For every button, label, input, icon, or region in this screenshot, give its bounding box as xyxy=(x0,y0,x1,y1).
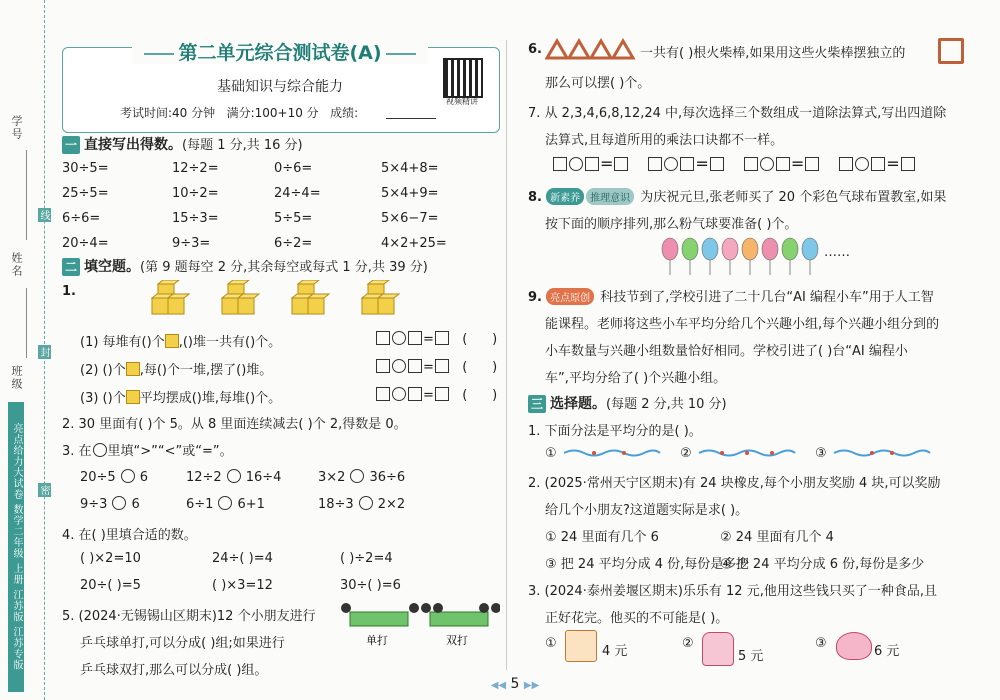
q6-text-b: 那么可以摆( )个。 xyxy=(545,76,651,91)
q1-text-part: )个 xyxy=(107,391,126,406)
s3-q2-option-1[interactable]: ① 24 里面有几个 6 xyxy=(545,530,659,545)
mental-math-item: 20÷4= xyxy=(62,236,109,251)
score-blank[interactable] xyxy=(386,118,436,119)
name-line xyxy=(26,288,27,358)
spine-banner: 亮点给力大试卷 数学二年级 上册 江苏版 江苏专版 xyxy=(8,402,24,692)
q7-line: 7. 从 2,3,4,6,8,12,24 中,每次选择三个数组成一道除法算式,写出四道除 xyxy=(528,106,947,121)
qr-caption: 视频精讲 xyxy=(446,97,478,106)
balloon-icon xyxy=(722,238,738,260)
q9-line1 xyxy=(528,286,934,305)
option-number: ② xyxy=(680,446,692,461)
mental-math-item: 5×4+8= xyxy=(381,161,439,176)
column-divider xyxy=(506,40,507,670)
s3-q2-option-3[interactable]: ③ 把 24 平均分成 4 份,每份是多少 xyxy=(545,557,750,572)
q1-text-part: ,( xyxy=(178,335,188,350)
q8-number: 8. xyxy=(528,190,542,205)
class-label: 班级 xyxy=(10,365,23,391)
string-split-icon xyxy=(832,446,932,460)
q1-text-part: )个 xyxy=(107,363,126,378)
q6-number: 6. xyxy=(528,42,542,57)
matchstick-triangles-icon xyxy=(545,38,637,60)
q5-line: 5. (2024·无锡锡山区期末)12 个小朋友进行 xyxy=(62,609,316,624)
division-template-row xyxy=(552,154,934,173)
fill-blank-item[interactable]: ( )×2=10 xyxy=(80,551,141,566)
table-icon xyxy=(430,612,488,626)
q1-text-part: )堆,每堆( xyxy=(196,391,251,406)
section-title: 填空题。 xyxy=(84,259,140,275)
compare-item[interactable] xyxy=(186,469,281,485)
balloon-icon xyxy=(682,238,698,260)
s3-q2-line2: 给几个小朋友?这道题实际是求( )。 xyxy=(545,503,749,518)
cube-pile-icon xyxy=(292,280,329,314)
balloon-icon xyxy=(742,238,758,260)
s3-q3-line2: 正好花完。他买的不可能是( )。 xyxy=(545,611,729,626)
s3-q1-option-3[interactable] xyxy=(815,446,827,461)
cube-piles-figure xyxy=(150,280,450,324)
section-3-heading xyxy=(528,393,727,413)
q8-line2: 按下面的顺序排列,那么粉气球要准备( )个。 xyxy=(545,217,798,232)
s3-q3-line1: 3. (2024·泰州姜堰区期末)乐乐有 12 元,他用这些钱只买了一种食品,且 xyxy=(528,584,937,599)
mental-math-item: 9÷3= xyxy=(172,236,211,251)
section-badge: 三 xyxy=(528,395,546,413)
circle-icon xyxy=(218,496,232,510)
option-number: ① xyxy=(545,446,557,461)
section-note: (第 9 题每空 2 分,其余每空或每式 1 分,共 39 分) xyxy=(140,260,428,275)
s3-q3-option-1[interactable] xyxy=(545,636,557,651)
q9-text-3: 小车数量与兴趣小组数量恰好相同。学校引进了( )台“AI 编程小 xyxy=(545,344,908,359)
mental-math-item: 5÷5= xyxy=(274,211,313,226)
compare-right: 2×2 xyxy=(377,497,406,512)
seal-mark-line: 线 xyxy=(38,210,49,220)
compare-left: 12÷2 xyxy=(186,470,222,485)
compare-item[interactable] xyxy=(186,496,265,512)
string-split-icon xyxy=(697,446,797,460)
option-number: ① xyxy=(545,636,557,651)
balloon-icon xyxy=(762,238,778,260)
q1-text-part: ,每( xyxy=(139,363,162,378)
student-id-label: 学号 xyxy=(10,115,23,141)
q9-number: 9. xyxy=(528,290,542,305)
balloon-icon xyxy=(662,238,678,260)
table-icon xyxy=(350,612,408,626)
q1-text-part: )堆。 xyxy=(241,363,273,378)
s3-q2-option-4[interactable]: ④ 把 24 平均分成 6 份,每份是多少 xyxy=(720,557,925,572)
tag-new-literacy: 新素养 xyxy=(546,188,584,205)
q9-text-1: 科技节到了,学校引进了二十几台“AI 编程小车”用于人工智 xyxy=(600,290,934,305)
q1-sub-question xyxy=(80,359,272,378)
mental-math-item: 12÷2= xyxy=(172,161,219,176)
circle-icon xyxy=(359,496,373,510)
cube-pile-icon xyxy=(362,280,399,314)
q1-text-part: (3) ( xyxy=(80,391,108,406)
equation-template[interactable]: = ( ) xyxy=(375,359,497,375)
compare-left: 9÷3 xyxy=(80,497,108,512)
balloon-icon xyxy=(802,238,818,260)
s3-q3-option-2[interactable] xyxy=(682,636,694,651)
section-badge: 二 xyxy=(62,258,80,276)
cube-pile-icon xyxy=(152,280,189,314)
q9-text-2: 能课程。老师将这些小车平均分给几个兴趣小组,每个兴趣小组分到的 xyxy=(545,317,940,332)
q5-line: 乒乓球单打,可以分成( )组;如果进行 xyxy=(80,636,285,651)
q8-text-1: 为庆祝元旦,张老师买了 20 个彩色气球布置教室,如果 xyxy=(640,190,947,205)
section-1-heading xyxy=(62,134,303,154)
compare-left: 20÷5 xyxy=(80,470,116,485)
compare-right: 6+1 xyxy=(237,497,265,512)
q5-line: 乒乓球双打,那么可以分成( )组。 xyxy=(80,663,268,678)
price-2: 5 元 xyxy=(738,649,764,664)
circle-icon xyxy=(112,496,126,510)
mental-math-item: 25÷5= xyxy=(62,186,109,201)
prev-arrow-icon[interactable]: ◀◀ xyxy=(490,680,507,691)
fill-blank-item[interactable]: ( )÷2=4 xyxy=(340,551,393,566)
s3-q3-option-3[interactable] xyxy=(815,636,827,651)
seal-mark-secret: 密 xyxy=(38,485,49,495)
exam-time: 考试时间:40 分钟 xyxy=(120,106,216,120)
exam-info xyxy=(120,104,358,121)
circle-icon xyxy=(121,469,135,483)
compare-item[interactable] xyxy=(318,469,405,485)
division-template[interactable]: = xyxy=(838,154,915,173)
section-note: (每题 1 分,共 16 分) xyxy=(182,138,303,153)
q3-prompt-head: 3. 在 xyxy=(62,444,92,459)
cube-icon xyxy=(126,362,140,376)
q1-text-part: )堆一共有( xyxy=(187,335,251,350)
fill-blank-item[interactable]: 30÷( )=6 xyxy=(340,578,401,593)
mental-math-item: 4×2+25= xyxy=(381,236,447,251)
q2-text: 2. 30 里面有( )个 5。从 8 里面连续减去( )个 2,得数是 0。 xyxy=(62,417,407,432)
compare-right: 16÷4 xyxy=(245,470,282,485)
q6-text-a: 一共有( )根火柴棒,如果用这些火柴棒摆独立的 xyxy=(640,46,906,61)
compare-right: 6 xyxy=(131,497,140,512)
compare-right: 6 xyxy=(139,470,148,485)
s3-q1-text: 1. 下面分法是平均分的是( )。 xyxy=(528,424,702,439)
q7-line: 法算式,且每道所用的乘法口诀都不一样。 xyxy=(545,133,784,148)
s3-q1-option-2[interactable] xyxy=(680,446,692,461)
price-1: 4 元 xyxy=(602,644,628,659)
heart-box-icon xyxy=(836,632,872,660)
fill-blank-item[interactable]: 20÷( )=5 xyxy=(80,578,141,593)
mental-math-item: 6÷6= xyxy=(62,211,101,226)
circle-icon xyxy=(93,443,107,457)
division-template[interactable]: = xyxy=(552,154,629,173)
compare-left: 6÷1 xyxy=(186,497,214,512)
q1-text-part: 平均摆成( xyxy=(139,391,197,406)
q1-sub-question xyxy=(80,331,281,350)
score-label: 成绩: xyxy=(330,106,359,120)
equation-template[interactable]: = ( ) xyxy=(375,387,497,403)
doubles-label: 双打 xyxy=(446,634,468,647)
tag-original: 亮点原创 xyxy=(546,288,594,305)
mental-math-item: 30÷5= xyxy=(62,161,109,176)
q1-text-part: (2) ( xyxy=(80,363,108,378)
q1-text-part: )个。 xyxy=(250,391,282,406)
q3-prompt xyxy=(62,440,233,459)
division-template[interactable]: = xyxy=(743,154,820,173)
matchstick-square-icon xyxy=(938,38,964,64)
s3-q2-option-2[interactable]: ② 24 里面有几个 4 xyxy=(720,530,834,545)
compare-right: 36÷6 xyxy=(369,470,406,485)
full-score: 满分:100+10 分 xyxy=(226,106,319,120)
section-note: (每题 2 分,共 10 分) xyxy=(606,397,727,412)
qr-code-icon[interactable] xyxy=(443,58,483,98)
s3-q2-line1: 2. (2025·常州天宁区期末)有 24 块橡皮,每个小朋友奖励 4 块,可以奖励 xyxy=(528,476,941,491)
tag-reasoning: 推理意识 xyxy=(586,188,634,205)
fill-blank-item[interactable]: ( )×3=12 xyxy=(212,578,273,593)
student-id-line xyxy=(26,150,27,240)
q1-text-part: )个。 xyxy=(250,335,282,350)
compare-item[interactable] xyxy=(80,496,140,512)
s3-q1-option-1[interactable] xyxy=(545,446,557,461)
page-subtitle: 基础知识与综合能力 xyxy=(217,79,343,95)
division-template[interactable]: = xyxy=(647,154,724,173)
section-title: 直接写出得数。 xyxy=(84,137,182,153)
q8-line1 xyxy=(528,186,946,205)
cube-icon xyxy=(165,334,179,348)
balloon-icon xyxy=(702,238,718,260)
circle-icon xyxy=(350,469,364,483)
mental-math-item: 15÷3= xyxy=(172,211,219,226)
q4-prompt: 4. 在( )里填合适的数。 xyxy=(62,528,197,543)
mental-math-item: 5×4+9= xyxy=(381,186,439,201)
q9-text-4: 车”,平均分给了( )个兴趣小组。 xyxy=(545,371,727,386)
page-title xyxy=(62,38,498,65)
q1-text-part: )个 xyxy=(146,335,165,350)
compare-left: 18÷3 xyxy=(318,497,354,512)
equation-template[interactable]: = ( ) xyxy=(375,331,497,347)
q1-text-part: (1) 每堆有( xyxy=(80,335,147,350)
fill-blank-item[interactable]: 24÷( )=4 xyxy=(212,551,273,566)
price-3: 6 元 xyxy=(874,644,900,659)
option-number: ② xyxy=(682,636,694,651)
compare-item[interactable] xyxy=(318,496,405,512)
mental-math-item: 10÷2= xyxy=(172,186,219,201)
mental-math-item: 0÷6= xyxy=(274,161,313,176)
mental-math-item: 24÷4= xyxy=(274,186,321,201)
option-number: ③ xyxy=(815,446,827,461)
section-2-heading xyxy=(62,256,428,276)
food-box-icon xyxy=(565,630,597,662)
page-number-text: 5 xyxy=(510,676,520,692)
seal-mark-seal: 封 xyxy=(38,347,49,357)
balloon-ellipsis: …… xyxy=(824,245,850,260)
q1-sub-question xyxy=(80,387,281,406)
circle-icon xyxy=(227,469,241,483)
singles-label: 单打 xyxy=(366,634,388,647)
next-arrow-icon[interactable]: ▶▶ xyxy=(523,680,540,691)
option-number: ③ xyxy=(815,636,827,651)
cube-icon xyxy=(126,390,140,404)
ping-pong-figure xyxy=(340,598,500,650)
compare-item[interactable] xyxy=(80,469,148,485)
section-badge: 一 xyxy=(62,136,80,154)
section-title: 选择题。 xyxy=(550,396,606,412)
q1-number: 1. xyxy=(62,284,76,299)
string-split-icon xyxy=(562,446,662,460)
page-number xyxy=(485,676,545,692)
title-text: 第二单元综合测试卷(A) xyxy=(178,42,382,64)
compare-left: 3×2 xyxy=(318,470,346,485)
name-label: 姓名 xyxy=(10,252,23,278)
q1-text-part: )个一堆,摆了( xyxy=(161,363,242,378)
q3-prompt-tail: 里填“>”“<”或“=”。 xyxy=(107,444,233,459)
balloon-icon xyxy=(782,238,798,260)
cube-pile-icon xyxy=(222,280,259,314)
mental-math-item: 6÷2= xyxy=(274,236,313,251)
mental-math-item: 5×6−7= xyxy=(381,211,439,226)
candy-bag-icon xyxy=(702,632,734,666)
